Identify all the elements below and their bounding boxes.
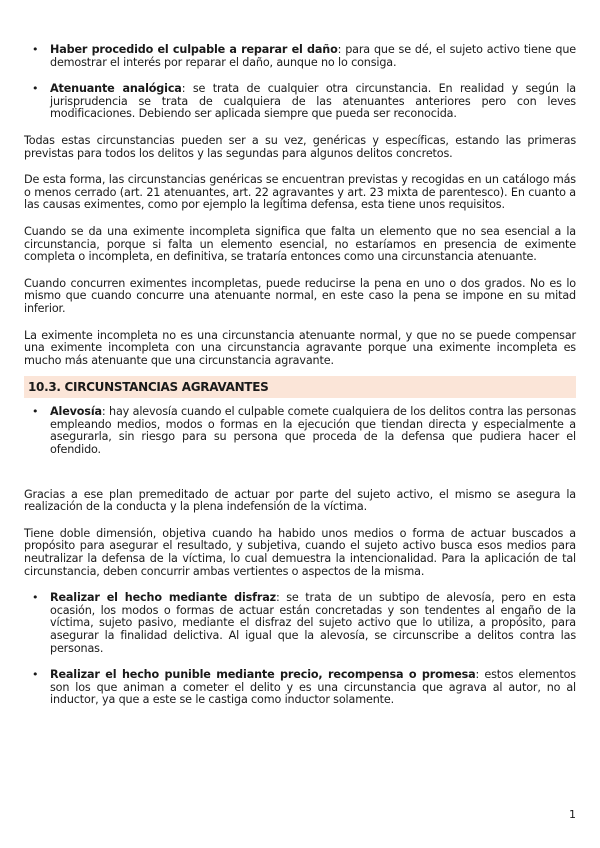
bullet-dot: •	[32, 43, 39, 56]
bullet-title: Atenuante analógica	[50, 82, 182, 96]
bullet-atenuante-analogica	[24, 83, 576, 121]
paragraph-3: Cuando se da una eximente incompleta significa que falta un elemento que no sea esencial a la circunstancia, porque si falta un elemento esencial, no estaríamos en presencia de eximente completa o incompleta, en definitiva, se trataría entonces como una circunstancia atenuante.	[24, 224, 576, 264]
bullet-text: : se trata de cualquier otra circunstancia. En realidad y según la jurisprudencia se trata de cualquiera de las atenuantes anteriores pero con leves modificaciones. Debiendo ser aplicada siempre que pueda ser reconocida.	[50, 82, 576, 121]
document-page	[24, 44, 576, 707]
bullet-title: Realizar el hecho mediante disfraz	[50, 591, 277, 605]
section-heading	[24, 376, 576, 398]
bullet-text: : estos elementos son los que animan a cometer el delito y es una circunstancia que agrava al autor, no al inductor, ya que a este se le castiga como inductor solamente.	[50, 668, 576, 707]
paragraph-4: Cuando concurren eximentes incompletas, puede reducirse la pena en uno o dos grados. No es lo mismo que cuando concurre una atenuante normal, en este caso la pena se impone en su mitad inferior.	[24, 276, 576, 315]
page-number: 1	[569, 808, 576, 821]
paragraph-2: De esta forma, las circunstancias genéricas se encuentran previstas y recogidas en un catálogo más o menos cerrado (art. 21 atenuantes, art. 22 agravantes y art. 23 mixta de parentesco). En cuanto a las causas eximentes, como por ejemplo la legítima defensa, esta tiene unos requisitos.	[24, 173, 576, 212]
paragraph-7: Tiene doble dimensión, objetiva cuando ha habido unos medios o forma de actuar buscados a propósito para asegurar el resultado, y subjetiva, cuando el sujeto activo busca esos medios para neutralizar la defensa de la víctima, lo cual demuestra la intencionalidad. Para la aplicación de tal circunstancia, deben concurrir ambas vertientes o aspectos de la misma.	[24, 526, 576, 578]
bullet-dot: •	[32, 82, 39, 96]
bullet-dot: •	[32, 405, 39, 419]
bullet-dot: •	[32, 668, 39, 682]
bullet-title: Haber procedido el culpable a reparar el daño	[50, 43, 338, 56]
bullet-text: : para que se dé, el sujeto activo tiene que demostrar el interés por reparar el daño, aunque no lo consiga.	[50, 43, 576, 69]
bullet-alevosia	[24, 406, 576, 456]
bullet-dot: •	[32, 591, 39, 605]
bullet-text: : se trata de un subtipo de alevosía, pero en esta ocasión, los modos o formas de actuar están concretadas y son tendentes al engaño de la víctima, sujeto pasivo, mediante el disfraz del sujeto activo que lo utiliza, a propósito, para asegurar la finalidad delictiva. Al igual que la alevosía, se circunscribe a delitos contra las personas.	[50, 591, 576, 655]
bullet-reparar-dano	[24, 44, 576, 69]
bullet-precio-recompensa	[24, 669, 576, 707]
bullet-disfraz	[24, 592, 576, 655]
section-title: 10.3. CIRCUNSTANCIAS AGRAVANTES	[28, 380, 269, 395]
paragraph-5: La eximente incompleta no es una circunstancia atenuante normal, y que no se puede compensar una eximente incompleta con una circunstancia agravante porque una eximente incompleta es mucho más atenuante que una circunstancia agravante.	[24, 328, 576, 367]
paragraph-6: Gracias a ese plan premeditado de actuar por parte del sujeto activo, el mismo se asegura la realización de la conducta y la plena indefensión de la víctima.	[24, 487, 576, 514]
bullet-title: Realizar el hecho punible mediante precio, recompensa o promesa	[50, 668, 476, 682]
paragraph-1: Todas estas circunstancias pueden ser a su vez, genéricas y específicas, estando las primeras previstas para todos los delitos y las segundas para algunos delitos concretos.	[24, 133, 576, 160]
bullet-text: : hay alevosía cuando el culpable comete cualquiera de los delitos contra las personas empleando medios, modos o formas en la ejecución que tiendan directa y especialmente a asegurarla, sin riesgo para su persona que proceda de la defensa que pudiera hacer el ofendido.	[50, 405, 576, 457]
bullet-title: Alevosía	[50, 405, 102, 419]
